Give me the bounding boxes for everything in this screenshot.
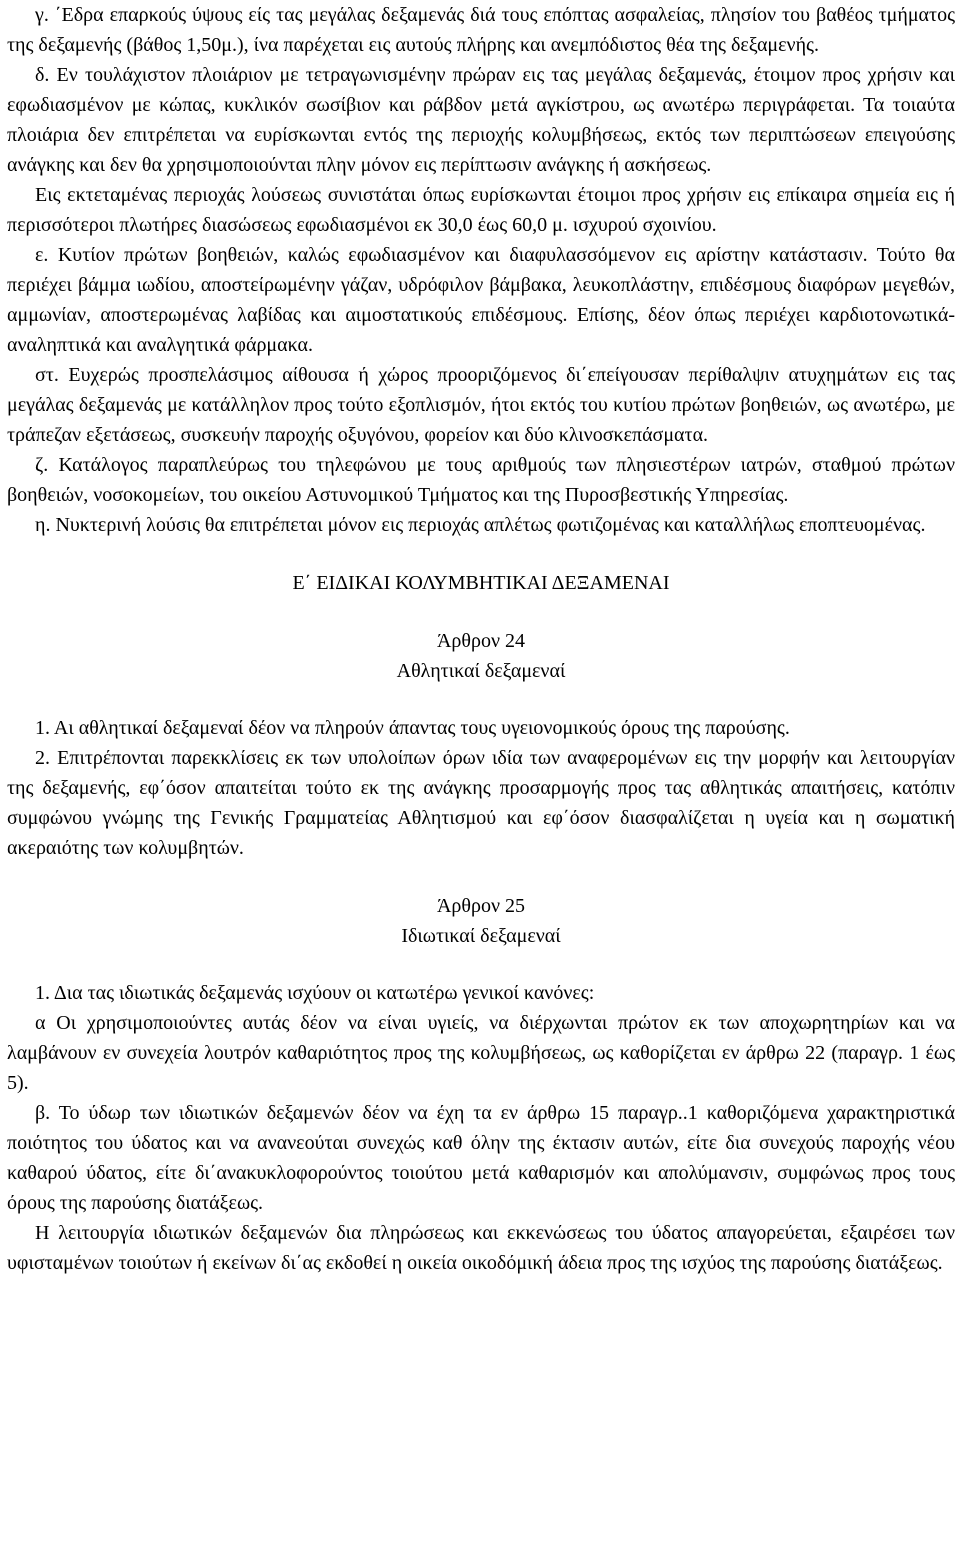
article-24-paragraph-2: 2. Επιτρέπονται παρεκκλίσεις εκ των υπολοίπων όρων ιδία των αναφερομένων εις την μορφήν και λειτουργίαν της δεξαμενής, εφ΄όσον απαιτείται τούτο εκ της ανάγκης προσαρμογής προς τας αθλητικάς απαιτήσεις, κατόπιν συμφώνου γνώμης της Γενικής Γραμματείας Αθλητισμού και εφ΄όσον διασφαλίζεται η υγεία και η σωματική ακεραιότης των κολυμβητών. <box>7 747 955 859</box>
paragraph-zeta: ζ. Κατάλογος παραπλεύρως του τηλεφώνου με τους αριθμούς των πλησιεστέρων ιατρών, σταθμού πρώτων βοηθειών, νοσοκομείων, του οικείου Αστυνομικού Τμήματος και της Πυροσβεστικής Υπηρεσίας. <box>7 454 955 506</box>
article-24-paragraph-1: 1. Αι αθλητικαί δεξαμεναί δέον να πληρούν άπαντας τους υγειονομικούς όρους της παρούσης. <box>35 717 790 739</box>
paragraph-extended-areas: Εις εκτεταμένας περιοχάς λούσεως συνιστάται όπως ευρίσκωνται έτοιμοι προς χρήσιν εις επίκαιρα σημεία εις ή περισσότεροι πλωτήρες διασώσεως εφωδιασμένοι εκ 30,0 έως 60,0 μ. ισχυρού σχοινίου. <box>7 184 955 236</box>
paragraph-delta: δ. Εν τουλάχιστον πλοιάριον με τετραγωνισμένην πρώραν εις τας μεγάλας δεξαμενάς, έτοιμον προς χρήσιν και εφωδιασμένον με κώπας, κυκλικόν σωσίβιον και ράβδον μετά αγκίστρου, ως ανωτέρω περιγράφεται. Τα τοιαύτα πλοιάρια δεν επιτρέπεται να ευρίσκωνται εντός της περιοχής κολυμβήσεως, εκτός των περιπτώσεων επειγούσης ανάγκης και δεν θα χρησιμοποιούνται πλην μόνον εις περίπτωσιν ανάγκης ή ασκήσεως. <box>7 64 955 176</box>
paragraph-gamma: γ. ΄Εδρα επαρκούς ύψους είς τας μεγάλας δεξαμενάς διά τους επόπτας ασφαλείας, πλησίον του βαθέος τμήματος της δεξαμενής (βάθος 1,50μ.), ίνα παρέχεται εις αυτούς πλήρης και ανεμπόδιστος θέα της δεξαμενής. <box>7 4 955 56</box>
article-25-paragraph-operation: Η λειτουργία ιδιωτικών δεξαμενών δια πληρώσεως και εκκενώσεως του ύδατος απαγορεύεται, εξαιρέσει των υφισταμένων τοιούτων ή εκείνων δι΄ας εκδοθεί η οικεία οικοδόμική άδεια προς της ισχύος της παρούσης διατάξεως. <box>7 1222 955 1274</box>
section-title: Ε΄ ΕΙΔΙΚΑΙ ΚΟΛΥΜΒΗΤΙΚΑΙ ΔΕΞΑΜΕΝΑΙ <box>292 572 670 594</box>
article-24-title: Αθλητικαί δεξαμεναί <box>396 660 566 682</box>
article-25-item-beta: β. Το ύδωρ των ιδιωτικών δεξαμενών δέον να έχη τα εν άρθρω 15 παραγρ..1 καθοριζόμενα χαρακτηριστικά ποιότητος του ύδατος και να ανανεούται συνεχώς καθ όλην της έκτασιν αυτών, είτε δια συνεχούς παροχής νέου καθαρού ύδατος, είτε δι΄ανακυκλοφορούντος τοιούτου μετά καθαρισμόν και απολύμανσιν, συμφώνως προς τους όρους της παρούσης διατάξεως. <box>7 1102 955 1214</box>
article-25-paragraph-1: 1. Δια τας ιδιωτικάς δεξαμενάς ισχύουν οι κατωτέρω γενικοί κανόνες: <box>35 982 595 1004</box>
paragraph-eta: η. Νυκτερινή λούσις θα επιτρέπεται μόνον εις περιοχάς απλέτως φωτιζομένας και καταλλήλως εποπτευομένας. <box>35 514 926 536</box>
article-25-title: Ιδιωτικαί δεξαμεναί <box>401 925 561 947</box>
paragraph-st: στ. Ευχερώς προσπελάσιμος αίθουσα ή χώρος προοριζόμενος δι΄επείγουσαν περίθαλψιν ατυχημάτων εις τας μεγάλας δεξαμενάς με κατάλληλον προς τούτο εξοπλισμόν, ήτοι εκτός του κυτίου πρώτων βοηθειών, ως ανωτέρω, με τράπεζαν εξετάσεως, συσκευήν παροχής οξυγόνου, φορείον και δύο κλινοσκεπάσματα. <box>7 364 955 446</box>
paragraph-epsilon: ε. Κυτίον πρώτων βοηθειών, καλώς εφωδιασμένον και διαφυλασσόμενον εις αρίστην κατάστασιν. Τούτο θα περιέχει βάμμα ιωδίου, αποστείρωμένην γάζαν, υδρόφιλον βάμβακα, λευκοπλάστην, επιδέσμους διαφόρων μεγεθών, αμμωνίαν, αποστερωμένας λαβίδας και αιμοστατικούς επιδέσμους. Επίσης, δέον όπως περιέχει καρδιοτονωτικά-αναληπτικά και αναλγητικά φάρμακα. <box>7 244 955 356</box>
article-25-item-alpha: α Οι χρησιμοποιούντες αυτάς δέον να είναι υγιείς, να διέρχωνται πρώτον εκ των αποχωρητηρίων και να λαμβάνουν εν συνεχεία λουτρόν καθαριότητος προς της κολυμβήσεως, ως καθορίζεται εν άρθρω 22 (παραγρ. 1 έως 5). <box>7 1012 955 1094</box>
article-25-number: Άρθρον 25 <box>436 895 526 917</box>
article-24-number: Άρθρον 24 <box>436 630 526 652</box>
